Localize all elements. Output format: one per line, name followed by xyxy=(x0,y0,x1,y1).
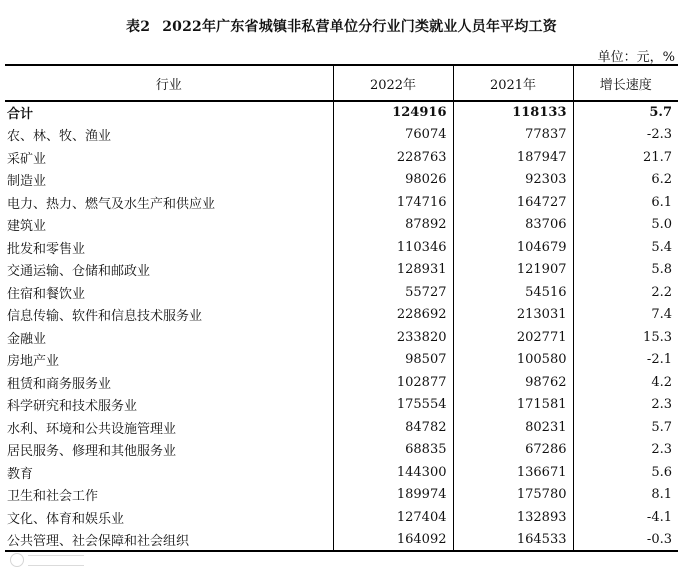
cell-2022: 144300 xyxy=(333,461,453,484)
table-row xyxy=(5,394,678,417)
cell-industry: 房地产业 xyxy=(7,354,60,370)
cell-growth: 2.2 xyxy=(573,281,678,304)
cell-industry: 公共管理、社会保障和社会组织 xyxy=(5,529,333,552)
cell-industry: 租赁和商务服务业 xyxy=(7,376,112,392)
cell-growth: 5.4 xyxy=(573,236,678,259)
table-body xyxy=(5,101,678,551)
cell-industry: 卫生和社会工作 xyxy=(7,489,99,505)
table-row xyxy=(5,124,678,147)
header-2021: 2021年 xyxy=(453,65,573,101)
cell-industry: 合计 xyxy=(7,107,34,123)
wage-table xyxy=(5,64,678,552)
table-row xyxy=(5,439,678,462)
cell-2021: 187947 xyxy=(453,146,573,169)
table-row xyxy=(5,169,678,192)
cell-2022: 76074 xyxy=(333,124,453,147)
cell-industry: 电力、热力、燃气及水生产和供应业 xyxy=(7,196,216,212)
cell-growth: 6.2 xyxy=(573,169,678,192)
cell-industry: 建筑业 xyxy=(7,219,47,235)
cell-growth: 5.7 xyxy=(573,416,678,439)
watermark-text-graphic xyxy=(28,555,84,566)
cell-industry: 教育 xyxy=(7,466,34,482)
cell-2022: 55727 xyxy=(333,281,453,304)
cell-growth: 2.3 xyxy=(573,439,678,462)
table-row xyxy=(5,349,678,372)
cell-industry: 农、林、牧、渔业 xyxy=(7,129,112,145)
cell-2022: 228763 xyxy=(333,146,453,169)
cell-2022: 128931 xyxy=(333,259,453,282)
cell-industry: 居民服务、修理和其他服务业 xyxy=(7,444,177,460)
table-row xyxy=(5,484,678,507)
cell-2022: 98026 xyxy=(333,169,453,192)
cell-industry: 水利、环境和公共设施管理业 xyxy=(7,421,177,437)
cell-2021: 83706 xyxy=(453,214,573,237)
table-row xyxy=(5,326,678,349)
cell-2022: 124916 xyxy=(333,101,453,124)
header-row xyxy=(5,65,678,101)
cell-growth: 15.3 xyxy=(573,326,678,349)
cell-industry: 文化、体育和娱乐业 xyxy=(7,511,125,527)
cell-growth: 6.1 xyxy=(573,191,678,214)
cell-2021: 175780 xyxy=(453,484,573,507)
cell-2022: 102877 xyxy=(333,371,453,394)
header-industry: 行业 xyxy=(5,65,333,101)
cell-2021: 171581 xyxy=(453,394,573,417)
watermark-icon xyxy=(10,553,24,567)
table-row xyxy=(5,529,678,552)
cell-growth: 2.3 xyxy=(573,394,678,417)
cell-industry: 住宿和餐饮业 xyxy=(7,286,86,302)
cell-2021: 100580 xyxy=(453,349,573,372)
header-growth: 增长速度 xyxy=(573,65,678,101)
cell-growth: -4.1 xyxy=(573,506,678,529)
cell-2021: 80231 xyxy=(453,416,573,439)
table-row xyxy=(5,304,678,327)
table-row xyxy=(5,236,678,259)
cell-2021: 77837 xyxy=(453,124,573,147)
cell-industry: 信息传输、软件和信息技术服务业 xyxy=(7,309,203,325)
cell-2022: 110346 xyxy=(333,236,453,259)
cell-growth: -0.3 xyxy=(573,529,678,552)
cell-industry: 制造业 xyxy=(7,174,47,190)
cell-2021: 98762 xyxy=(453,371,573,394)
cell-2021: 164727 xyxy=(453,191,573,214)
table-row xyxy=(5,259,678,282)
table-row xyxy=(5,416,678,439)
table-label: 表2 xyxy=(126,19,151,35)
cell-growth: 5.7 xyxy=(573,101,678,124)
cell-2022: 189974 xyxy=(333,484,453,507)
cell-2021: 67286 xyxy=(453,439,573,462)
cell-2022: 98507 xyxy=(333,349,453,372)
table-row-total xyxy=(5,101,678,124)
cell-2021: 136671 xyxy=(453,461,573,484)
table-header xyxy=(5,65,678,101)
cell-2021: 164533 xyxy=(453,529,573,552)
table-row xyxy=(5,281,678,304)
table-row xyxy=(5,371,678,394)
cell-2021: 118133 xyxy=(453,101,573,124)
cell-2022: 174716 xyxy=(333,191,453,214)
cell-growth: 8.1 xyxy=(573,484,678,507)
cell-growth: -2.3 xyxy=(573,124,678,147)
cell-2021: 132893 xyxy=(453,506,573,529)
cell-2022: 68835 xyxy=(333,439,453,462)
header-2022: 2022年 xyxy=(333,65,453,101)
cell-2021: 202771 xyxy=(453,326,573,349)
cell-2022: 175554 xyxy=(333,394,453,417)
cell-growth: 4.2 xyxy=(573,371,678,394)
cell-2021: 104679 xyxy=(453,236,573,259)
cell-2022: 228692 xyxy=(333,304,453,327)
cell-2022: 84782 xyxy=(333,416,453,439)
table-row xyxy=(5,146,678,169)
watermark-logo xyxy=(10,551,88,567)
cell-2021: 213031 xyxy=(453,304,573,327)
cell-2021: 92303 xyxy=(453,169,573,192)
table-row xyxy=(5,461,678,484)
cell-industry: 科学研究和技术服务业 xyxy=(7,399,138,415)
cell-growth: -2.1 xyxy=(573,349,678,372)
unit-note: 单位：元，% xyxy=(597,50,675,65)
cell-2022: 127404 xyxy=(333,506,453,529)
cell-industry: 交通运输、仓储和邮政业 xyxy=(7,264,151,280)
cell-industry: 批发和零售业 xyxy=(7,241,86,257)
cell-industry: 采矿业 xyxy=(7,151,47,167)
table-row xyxy=(5,506,678,529)
cell-2021: 121907 xyxy=(453,259,573,282)
cell-industry: 金融业 xyxy=(7,331,47,347)
cell-growth: 21.7 xyxy=(573,146,678,169)
cell-2022: 164092 xyxy=(333,529,453,552)
cell-growth: 5.0 xyxy=(573,214,678,237)
title-text: 2022年广东省城镇非私营单位分行业门类就业人员年平均工资 xyxy=(162,19,557,35)
cell-growth: 5.6 xyxy=(573,461,678,484)
cell-2022: 233820 xyxy=(333,326,453,349)
document-title xyxy=(0,16,683,36)
cell-growth: 7.4 xyxy=(573,304,678,327)
table-row xyxy=(5,214,678,237)
table-row xyxy=(5,191,678,214)
cell-growth: 5.8 xyxy=(573,259,678,282)
cell-2022: 87892 xyxy=(333,214,453,237)
cell-2021: 54516 xyxy=(453,281,573,304)
